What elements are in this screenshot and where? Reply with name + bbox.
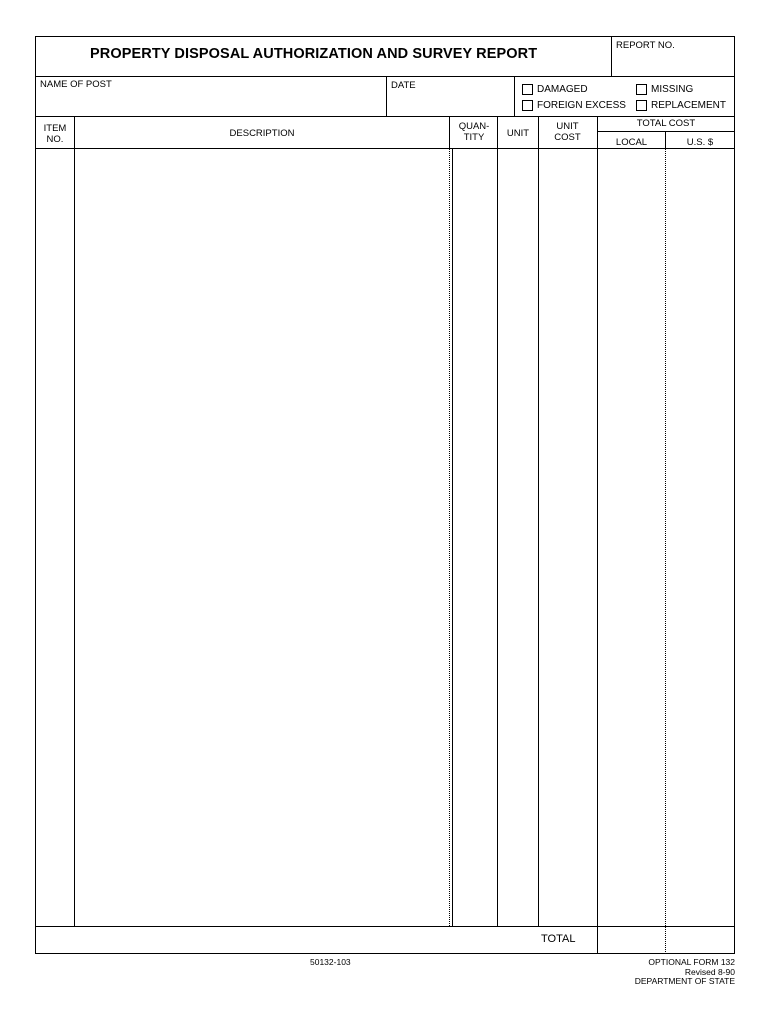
- form-name: OPTIONAL FORM 132: [648, 957, 735, 967]
- report-no-field[interactable]: [612, 48, 734, 75]
- total-cost-header: TOTAL COST: [636, 118, 696, 129]
- damaged-label: DAMAGED: [537, 84, 588, 95]
- quantity-column[interactable]: [453, 149, 497, 926]
- us-cost-column[interactable]: [666, 149, 734, 926]
- item-no-column[interactable]: [36, 149, 74, 926]
- us-dollars-header: U.S. $: [686, 137, 714, 148]
- missing-label: MISSING: [651, 84, 694, 95]
- total-us-field[interactable]: [666, 927, 734, 953]
- description-header-divider: [449, 116, 450, 149]
- date-label: DATE: [391, 80, 416, 91]
- unit-column[interactable]: [498, 149, 538, 926]
- quantity-header: QUAN- TITY: [458, 121, 490, 143]
- description-column-divider: [449, 149, 450, 926]
- unit-header: UNIT: [506, 128, 530, 139]
- form-title: PROPERTY DISPOSAL AUTHORIZATION AND SURVEY REPORT: [90, 46, 538, 62]
- replacement-checkbox[interactable]: [636, 100, 647, 111]
- form-revised: Revised 8-90: [684, 966, 735, 977]
- name-of-post-label: NAME OF POST: [40, 79, 112, 90]
- foreign-excess-checkbox[interactable]: [522, 100, 533, 111]
- title-bottom-rule: [35, 76, 735, 77]
- total-local-field[interactable]: [598, 927, 665, 953]
- report-no-label: REPORT NO.: [616, 40, 675, 51]
- unit-cost-column[interactable]: [539, 149, 597, 926]
- header-top-rule: [35, 116, 735, 117]
- stock-number: 50132-103: [310, 957, 351, 967]
- damaged-checkbox[interactable]: [522, 84, 533, 95]
- name-of-post-field[interactable]: [36, 90, 386, 116]
- total-cost-subrule: [597, 131, 735, 132]
- local-cost-column[interactable]: [598, 149, 665, 926]
- form-identification: [560, 958, 735, 987]
- missing-checkbox[interactable]: [636, 84, 647, 95]
- date-field[interactable]: [387, 92, 514, 116]
- description-header: DESCRIPTION: [229, 128, 295, 139]
- replacement-label: REPLACEMENT: [651, 100, 727, 111]
- foreign-excess-label: FOREIGN EXCESS: [537, 100, 626, 111]
- total-label: TOTAL: [541, 933, 576, 945]
- unit-cost-header: UNIT COST: [554, 121, 581, 143]
- item-no-header: ITEM NO.: [43, 123, 67, 145]
- local-header: LOCAL: [615, 137, 648, 148]
- checkbox-area-divider: [514, 76, 515, 116]
- form-department: DEPARTMENT OF STATE: [634, 976, 735, 986]
- description-column[interactable]: [75, 149, 449, 926]
- local-header-divider: [665, 131, 666, 149]
